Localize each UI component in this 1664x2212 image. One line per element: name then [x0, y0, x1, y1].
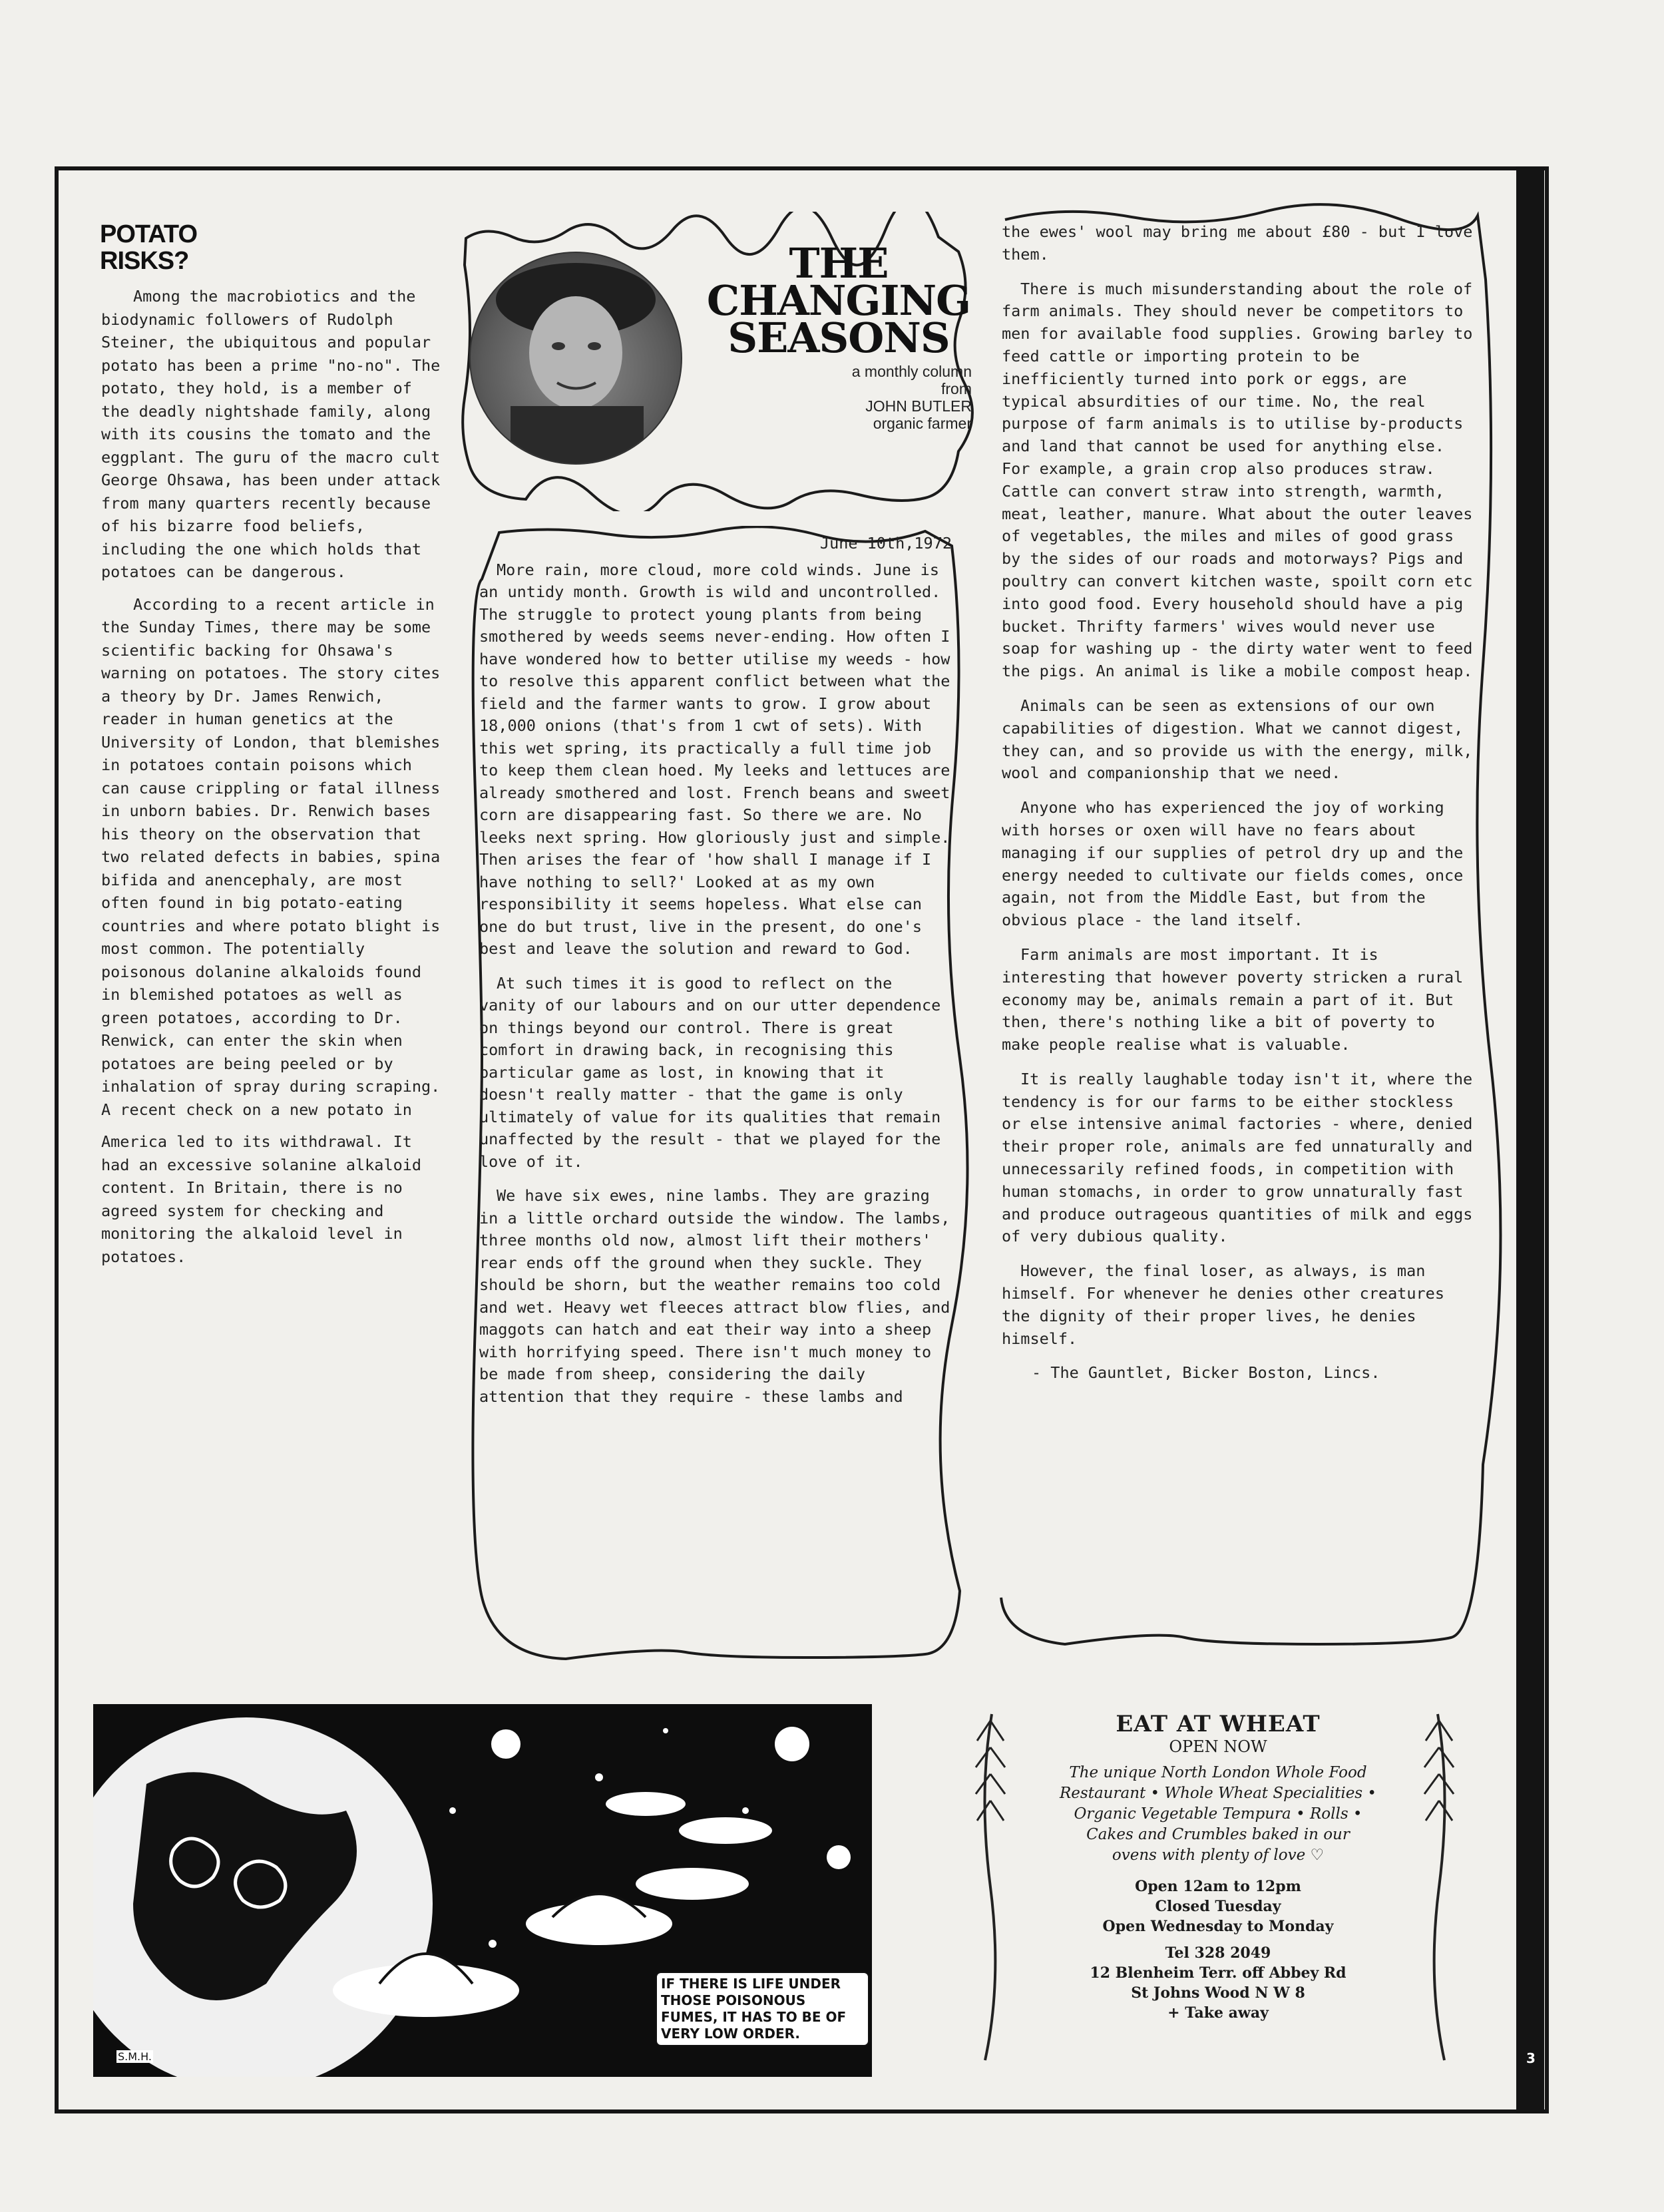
author-portrait: [469, 252, 682, 465]
ad-line: Restaurant • Whole Wheat Specialities •: [1059, 1785, 1376, 1802]
ad-address: 12 Blenheim Terr. off Abbey Rd: [1090, 1964, 1347, 1982]
page-number: 3: [1526, 2050, 1536, 2066]
artist-signature: S.M.H.: [118, 2050, 152, 2063]
ad-closed: Closed Tuesday: [1155, 1898, 1281, 1915]
column-from: from: [941, 380, 972, 397]
column-body: [479, 533, 952, 1420]
ad-hours: Open 12am to 12pm: [1135, 1878, 1301, 1895]
potato-article-body: [101, 285, 447, 1277]
continued-paragraph: the ewes' wool may bring me about £80 - but I love them.: [1002, 222, 1473, 264]
ad-open-now: OPEN NOW: [1169, 1737, 1267, 1756]
ad-title: EAT AT WHEAT: [1116, 1711, 1321, 1737]
potato-paragraph: America led to its withdrawal. It had an excessive solanine alkaloid content. In Britain, there is no agreed system for checking and monitoring the alkaloid level in potatoes.: [101, 1132, 422, 1266]
masthead-line: SEASONS: [728, 314, 950, 362]
column-masthead: [699, 239, 978, 362]
portrait-image: [471, 253, 681, 463]
continued-paragraph: Animals can be seen as extensions of our own capabilities of digestion. What we cannot digest, they can, and so provide us with the energy, milk, wool and companionship that we need.: [1002, 696, 1473, 783]
ad-line: Cakes and Crumbles baked in our: [1086, 1826, 1350, 1843]
continued-paragraph: There is much misunderstanding about the role of farm animals. They should never be competitors to men for available food supplies. Growing barley to feed cattle or importing protein to be inefficiently turned into pork or eggs, are typical absurdities of our time. No, the real purpose of farm animals is to utilise by-products and land that cannot be used for anything else. For example, a grain crop also produces straw. Cattle can convert straw into strength, warmth, meat, leather, manure. What about the outer leaves of vegetables, the miles and miles of good grass by the sides of our roads and motorways? Pigs and poultry can convert kitchen waste, spoilt corn etc into good food. Every household should have a pig bucket. Thrifty farmers' wives would never use soap for washing up - the dirty water went to feed the pigs. An animal is like a mobile compost heap.: [1002, 279, 1473, 681]
column-signoff: - The Gauntlet, Bicker Boston, Lincs.: [1032, 1363, 1380, 1383]
ad-line: The unique North London Whole Food: [1069, 1764, 1367, 1781]
column-author-role: organic farmer: [873, 415, 972, 432]
ad-line: ovens with plenty of love ♡: [1112, 1847, 1325, 1864]
continued-column-body: [1002, 221, 1481, 1397]
edge-bar: [1516, 166, 1544, 2113]
masthead-line: CHANGING: [706, 276, 971, 325]
potato-paragraph: According to a recent article in the Sunday Times, there may be some scientific backing for Ohsawa's warning on potatoes. The story cites a theory by Dr. James Renwich, reader in human genetics at the University of London, that blemishes in potatoes contain poisons which can cause crippling or fatal illness in unborn babies. Dr. Renwich bases his theory on the observation that two related defects in babies, spina bifida and anencephaly, are most often found in big potato-eating countries and where potato blight is most common. The potentially poisonous dolanine alkaloids found in blemished potatoes as well as green potatoes, according to Dr. Renwick, can enter the skin when potatoes are being peeled or by inhalation of spray during scraping. A recent check on a new potato in: [101, 594, 441, 1119]
ad-line: Organic Vegetable Tempura • Rolls •: [1074, 1805, 1362, 1823]
column-paragraph: More rain, more cloud, more cold winds. June is an untidy month. Growth is wild and uncontrolled. The struggle to protect young plants from being smothered by weeds seems never-ending. How often I have wondered how to better utilise my weeds - how to resolve this apparent conflict between what the field and the farmer wants to grow. I grow about 18,000 onions (that's from 1 cwt of sets). With this wet spring, its practically a full time job to keep them clean hoed. My leeks and lettuces are already smothered and lost. French beans and sweet corn are disappearing fast. So there we are. No leeks next spring. How gloriously just and simple. Then arises the fear of 'how shall I manage if I have nothing to sell?' Looked at as my own responsibility it seems hopeless. What else can one do but trust, live in the present, do one's best and leave the solution and reward to God.: [479, 560, 950, 958]
column-subtitle: a monthly column: [851, 363, 972, 380]
continued-paragraph: Anyone who has experienced the joy of working with horses or oxen will have no fears about managing if our supplies of petrol dry up and the energy needed to cultivate our fields comes, once again, not from the Middle East, but from the obvious place - the land itself.: [1002, 798, 1464, 930]
continued-paragraph: However, the final loser, as always, is man himself. For whenever he denies other creatures the dignity of their proper lives, he denies himself.: [1002, 1261, 1444, 1348]
column-byline: [759, 363, 972, 432]
potato-paragraph: Among the macrobiotics and the biodynamic followers of Rudolph Steiner, the ubiquitous and popular potato has been a prime "no-no". The potato, they hold, is a member of the deadly nightshade family, along with its cousins the tomato and the eggplant. The guru of the macro cult George Ohsawa, has been under attack from many quarters recently because of his bizarre food beliefs, including the one which holds that potatoes can be dangerous.: [101, 287, 441, 581]
column-date: June 10th,1972: [819, 534, 952, 553]
potato-article-title: POTATO RISKS?: [100, 220, 197, 275]
ad-open-days: Open Wednesday to Monday: [1102, 1918, 1334, 1935]
cartoon-caption: IF THERE IS LIFE UNDER THOSE POISONOUS FUMES, IT HAS TO BE OF VERY LOW ORDER.: [656, 1972, 869, 2046]
ad-area: St Johns Wood N W 8: [1131, 1984, 1305, 2002]
continued-paragraph: It is really laughable today isn't it, where the tendency is for our farms to be either stockless or else intensive animal factories - where, denied their proper role, animals are fed unnaturally and unnecessarily refined foods, in competition with human stomachs, in order to grow unnaturally fast and produce outrageous quantities of milk and eggs of very dubious quality.: [1002, 1069, 1473, 1246]
wheat-ad: [1018, 1711, 1418, 2023]
column-paragraph: At such times it is good to reflect on the vanity of our labours and on our utter dependence on things beyond our control. There is great comfort in drawing back, in recognising this particular game as lost, in knowing that it doesn't really matter - that the game is only ultimately of value for its qualities that remain unaffected by the result - that we played for the love of it.: [479, 973, 941, 1171]
masthead-line: THE: [789, 239, 889, 288]
ad-telephone: Tel 328 2049: [1165, 1944, 1271, 1962]
column-paragraph: We have six ewes, nine lambs. They are grazing in a little orchard outside the window. The lambs, three months old now, almost lift their mothers' rear ends off the ground when they suckle. They should be shorn, but the weather remains too cold and wet. Heavy wet fleeces attract blow flies, and maggots can hatch and eat their way into a sheep with horrifying speed. There isn't much money to be made from sheep, considering the daily attention that they require - these lambs and: [479, 1186, 950, 1406]
column-author: JOHN BUTLER: [865, 397, 972, 415]
continued-paragraph: Farm animals are most important. It is interesting that however poverty stricken a rural economy may be, animals remain a part of it. But then, there's nothing like a bit of poverty to make people realise what is valuable.: [1002, 945, 1464, 1054]
ad-takeaway: + Take away: [1167, 2004, 1269, 2022]
